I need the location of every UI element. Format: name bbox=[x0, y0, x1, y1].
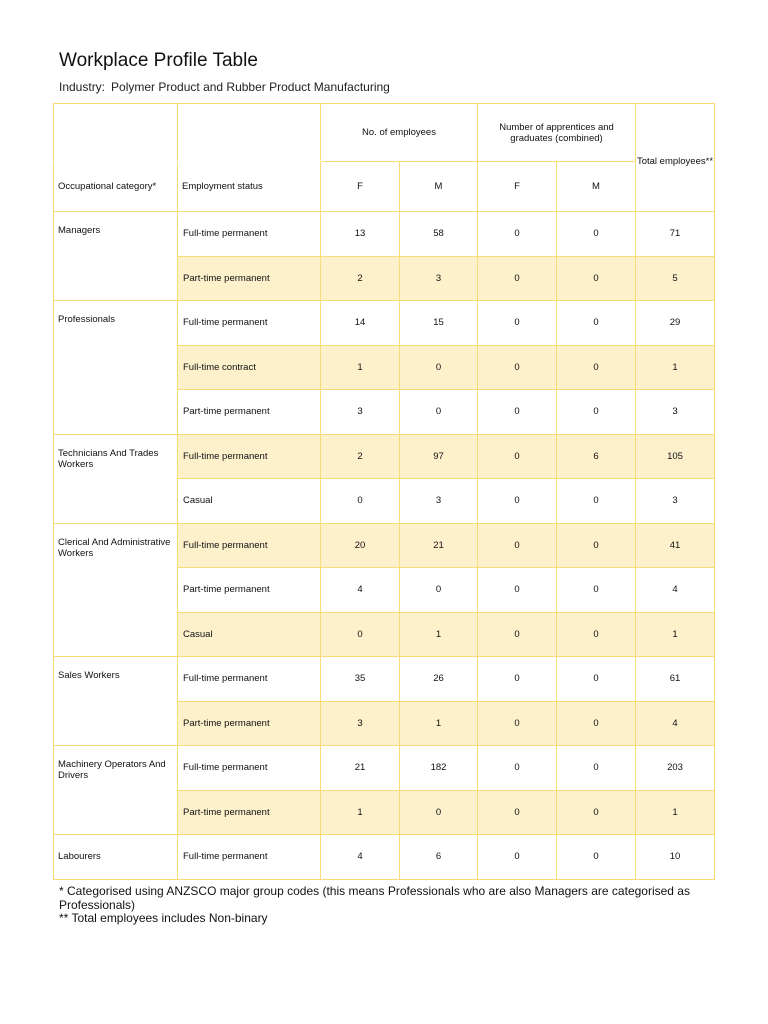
category-cell: Managers bbox=[54, 212, 178, 301]
category-cell: Sales Workers bbox=[54, 657, 178, 746]
total-cell: 1 bbox=[636, 790, 715, 835]
category-cell: Technicians And Trades Workers bbox=[54, 434, 178, 523]
status-cell: Full-time permanent bbox=[178, 835, 321, 880]
footnote-anzsco: * Categorised using ANZSCO major group codes (this means Professionals who are also Managers are categorised as Professionals) bbox=[59, 884, 690, 912]
total-cell: 41 bbox=[636, 523, 715, 568]
page-title: Workplace Profile Table bbox=[59, 50, 258, 71]
apprentices-f-cell: 0 bbox=[478, 390, 557, 435]
apprentices-m-cell: 0 bbox=[557, 390, 636, 435]
header-employment-status: Employment status bbox=[178, 162, 321, 212]
header-employees-m: M bbox=[400, 162, 478, 212]
apprentices-f-cell: 0 bbox=[478, 345, 557, 390]
apprentices-m-cell: 0 bbox=[557, 345, 636, 390]
employees-f-cell: 35 bbox=[321, 657, 400, 702]
table-row bbox=[54, 523, 715, 568]
category-cell: Labourers bbox=[54, 835, 178, 880]
apprentices-m-cell: 0 bbox=[557, 612, 636, 657]
table-row bbox=[54, 434, 715, 479]
employees-m-cell: 0 bbox=[400, 345, 478, 390]
employees-f-cell: 21 bbox=[321, 746, 400, 791]
apprentices-m-cell: 0 bbox=[557, 256, 636, 301]
total-cell: 10 bbox=[636, 835, 715, 880]
employees-f-cell: 1 bbox=[321, 345, 400, 390]
employees-m-cell: 0 bbox=[400, 568, 478, 613]
apprentices-m-cell: 0 bbox=[557, 479, 636, 524]
status-cell: Part-time permanent bbox=[178, 256, 321, 301]
total-cell: 4 bbox=[636, 568, 715, 613]
table-row bbox=[54, 212, 715, 257]
table-row bbox=[54, 657, 715, 702]
apprentices-f-cell: 0 bbox=[478, 835, 557, 880]
status-cell: Full-time permanent bbox=[178, 434, 321, 479]
status-cell: Full-time permanent bbox=[178, 523, 321, 568]
employees-f-cell: 4 bbox=[321, 835, 400, 880]
employees-f-cell: 3 bbox=[321, 701, 400, 746]
total-cell: 203 bbox=[636, 746, 715, 791]
status-cell: Part-time permanent bbox=[178, 701, 321, 746]
employees-f-cell: 20 bbox=[321, 523, 400, 568]
apprentices-f-cell: 0 bbox=[478, 256, 557, 301]
apprentices-f-cell: 0 bbox=[478, 523, 557, 568]
apprentices-f-cell: 0 bbox=[478, 212, 557, 257]
employees-f-cell: 2 bbox=[321, 434, 400, 479]
status-cell: Full-time permanent bbox=[178, 746, 321, 791]
header-apprentices-f: F bbox=[478, 162, 557, 212]
apprentices-m-cell: 0 bbox=[557, 657, 636, 702]
apprentices-m-cell: 0 bbox=[557, 746, 636, 791]
employees-m-cell: 15 bbox=[400, 301, 478, 346]
total-cell: 1 bbox=[636, 612, 715, 657]
employees-m-cell: 0 bbox=[400, 390, 478, 435]
header-no-of-employees: No. of employees bbox=[321, 104, 478, 162]
header-blank-status bbox=[178, 104, 321, 162]
table-row bbox=[54, 835, 715, 880]
employees-m-cell: 0 bbox=[400, 790, 478, 835]
employees-f-cell: 2 bbox=[321, 256, 400, 301]
status-cell: Full-time permanent bbox=[178, 212, 321, 257]
employees-m-cell: 26 bbox=[400, 657, 478, 702]
workplace-profile-table bbox=[53, 103, 715, 880]
total-cell: 4 bbox=[636, 701, 715, 746]
apprentices-m-cell: 6 bbox=[557, 434, 636, 479]
employees-f-cell: 14 bbox=[321, 301, 400, 346]
total-cell: 29 bbox=[636, 301, 715, 346]
status-cell: Full-time permanent bbox=[178, 657, 321, 702]
apprentices-m-cell: 0 bbox=[557, 212, 636, 257]
status-cell: Part-time permanent bbox=[178, 790, 321, 835]
apprentices-f-cell: 0 bbox=[478, 657, 557, 702]
apprentices-m-cell: 0 bbox=[557, 301, 636, 346]
employees-f-cell: 0 bbox=[321, 612, 400, 657]
industry-subtitle bbox=[59, 80, 390, 94]
status-cell: Casual bbox=[178, 479, 321, 524]
header-blank-category bbox=[54, 104, 178, 162]
apprentices-m-cell: 0 bbox=[557, 835, 636, 880]
total-cell: 1 bbox=[636, 345, 715, 390]
employees-f-cell: 13 bbox=[321, 212, 400, 257]
apprentices-m-cell: 0 bbox=[557, 790, 636, 835]
apprentices-f-cell: 0 bbox=[478, 568, 557, 613]
employees-m-cell: 1 bbox=[400, 701, 478, 746]
apprentices-f-cell: 0 bbox=[478, 479, 557, 524]
apprentices-m-cell: 0 bbox=[557, 523, 636, 568]
total-cell: 71 bbox=[636, 212, 715, 257]
status-cell: Part-time permanent bbox=[178, 568, 321, 613]
footnotes bbox=[59, 885, 739, 926]
status-cell: Full-time permanent bbox=[178, 301, 321, 346]
employees-m-cell: 21 bbox=[400, 523, 478, 568]
employees-m-cell: 1 bbox=[400, 612, 478, 657]
apprentices-m-cell: 0 bbox=[557, 701, 636, 746]
industry-label: Industry: bbox=[59, 80, 106, 94]
apprentices-f-cell: 0 bbox=[478, 746, 557, 791]
total-cell: 5 bbox=[636, 256, 715, 301]
industry-value: Polymer Product and Rubber Product Manufacturing bbox=[111, 80, 390, 94]
apprentices-m-cell: 0 bbox=[557, 568, 636, 613]
total-cell: 61 bbox=[636, 657, 715, 702]
employees-m-cell: 6 bbox=[400, 835, 478, 880]
apprentices-f-cell: 0 bbox=[478, 612, 557, 657]
total-cell: 3 bbox=[636, 390, 715, 435]
employees-f-cell: 3 bbox=[321, 390, 400, 435]
employees-m-cell: 58 bbox=[400, 212, 478, 257]
table-row bbox=[54, 746, 715, 791]
employees-m-cell: 182 bbox=[400, 746, 478, 791]
apprentices-f-cell: 0 bbox=[478, 301, 557, 346]
header-apprentices-m: M bbox=[557, 162, 636, 212]
employees-m-cell: 97 bbox=[400, 434, 478, 479]
header-apprentices: Number of apprentices and graduates (combined) bbox=[478, 104, 636, 162]
employees-f-cell: 0 bbox=[321, 479, 400, 524]
total-cell: 3 bbox=[636, 479, 715, 524]
header-employees-f: F bbox=[321, 162, 400, 212]
header-occupational-category: Occupational category* bbox=[54, 162, 178, 212]
employees-m-cell: 3 bbox=[400, 256, 478, 301]
status-cell: Part-time permanent bbox=[178, 390, 321, 435]
category-cell: Professionals bbox=[54, 301, 178, 435]
total-cell: 105 bbox=[636, 434, 715, 479]
category-cell: Clerical And Administrative Workers bbox=[54, 523, 178, 657]
employees-m-cell: 3 bbox=[400, 479, 478, 524]
status-cell: Full-time contract bbox=[178, 345, 321, 390]
table-row bbox=[54, 301, 715, 346]
status-cell: Casual bbox=[178, 612, 321, 657]
apprentices-f-cell: 0 bbox=[478, 701, 557, 746]
category-cell: Machinery Operators And Drivers bbox=[54, 746, 178, 835]
employees-f-cell: 4 bbox=[321, 568, 400, 613]
employees-f-cell: 1 bbox=[321, 790, 400, 835]
apprentices-f-cell: 0 bbox=[478, 790, 557, 835]
footnote-non-binary: ** Total employees includes Non-binary bbox=[59, 911, 268, 925]
header-total-employees: Total employees** bbox=[636, 104, 715, 212]
apprentices-f-cell: 0 bbox=[478, 434, 557, 479]
